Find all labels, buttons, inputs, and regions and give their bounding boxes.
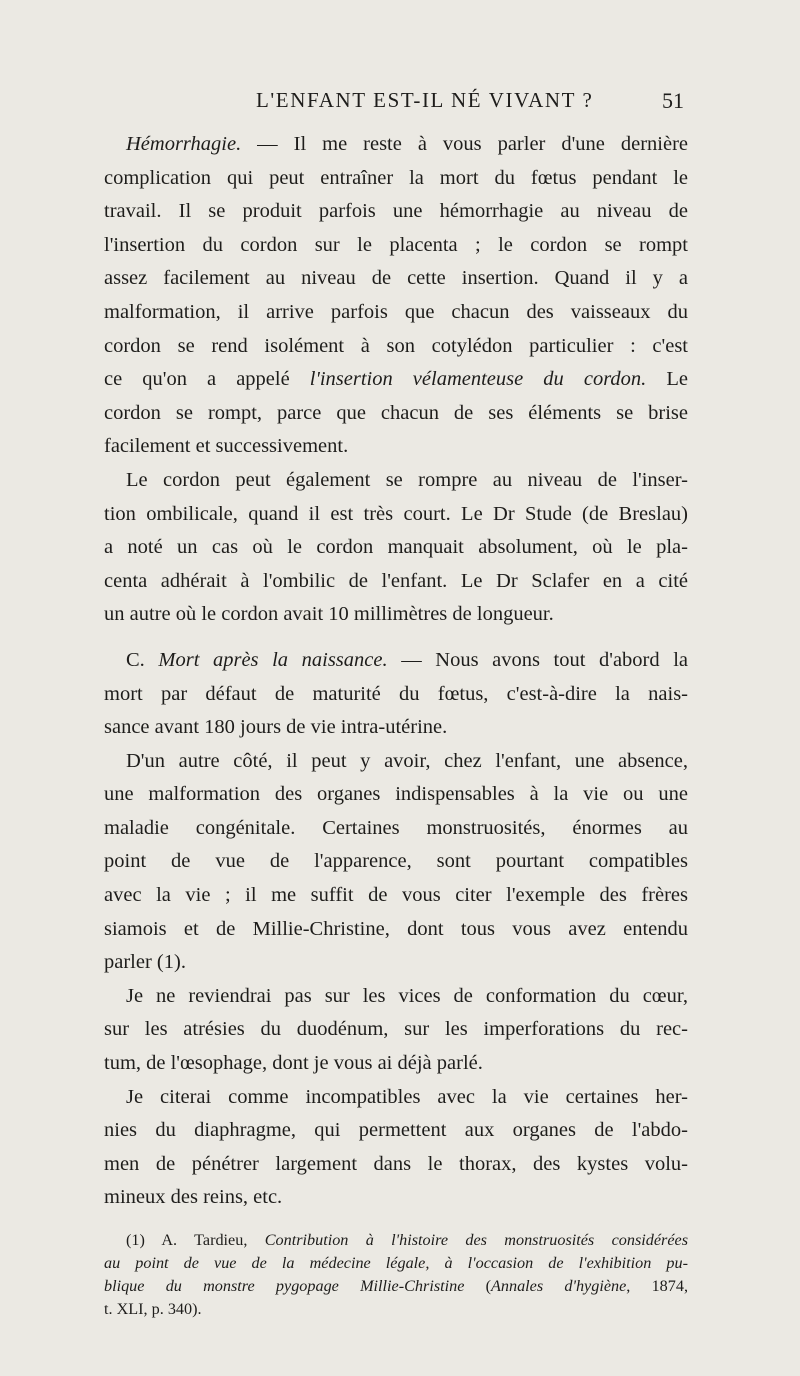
- footnote-line: (1) A. Tardieu, Contribution à l'histoire des monstruosités considérées: [126, 1231, 688, 1249]
- text-line: cordon se rend isolément à son cotylédon particulier : c'est: [104, 334, 688, 357]
- text-line: mineux des reins, etc.: [104, 1186, 283, 1209]
- text-line: point de vue de l'apparence, sont pourtant compatibles: [104, 850, 688, 873]
- text-line: parler (1).: [104, 951, 186, 974]
- paragraph-cordon: [104, 464, 688, 632]
- text-line: sance avant 180 jours de vie intra-utérine.: [104, 716, 448, 739]
- text-line: tion ombilicale, quand il est très court. Le Dr Stude (de Breslau): [104, 502, 688, 525]
- text-line: malformation, il arrive parfois que chacun des vaisseaux du: [104, 300, 688, 323]
- text-line: Je citerai comme incompatibles avec la vie certaines her-: [126, 1085, 688, 1108]
- text-line: tum, de l'œsophage, dont je vous ai déjà parlé.: [104, 1052, 483, 1075]
- paragraph-hemorrhagie: [104, 128, 688, 464]
- text-line: nies du diaphragme, qui permettent aux organes de l'abdo-: [104, 1119, 688, 1142]
- spacer: [104, 632, 688, 644]
- text-line: une malformation des organes indispensables à la vie ou une: [104, 783, 688, 806]
- footnote: [104, 1229, 688, 1321]
- running-title: L'ENFANT EST-IL NÉ VIVANT ?: [256, 88, 594, 112]
- section-heading-hemorrhagie: Hémorrhagie.: [126, 133, 242, 155]
- text-line: ce qu'on a appelé l'insertion vélamenteuse du cordon. Le: [104, 368, 688, 391]
- text-line: D'un autre côté, il peut y avoir, chez l'enfant, une absence,: [126, 749, 688, 772]
- footnote-line: au point de vue de la médecine légale, à l'occasion de l'exhibition pu-: [104, 1254, 688, 1272]
- text-line: avec la vie ; il me suffit de vous citer l'exemple des frères: [104, 884, 688, 907]
- text-line: sur les atrésies du duodénum, sur les imperforations du rec-: [104, 1018, 688, 1041]
- text-line: l'insertion du cordon sur le placenta ; le cordon se rompt: [104, 233, 688, 256]
- text-line: siamois et de Millie-Christine, dont tous vous avez entendu: [104, 917, 688, 940]
- text-line: un autre où le cordon avait 10 millimètres de longueur.: [104, 603, 554, 626]
- text-line: men de pénétrer largement dans le thorax, des kystes volu-: [104, 1152, 688, 1175]
- page-number: 51: [662, 88, 684, 113]
- paragraph-mort-apres-naissance: [104, 644, 688, 745]
- footnote-line: blique du monstre pygopage Millie-Christine (Annales d'hygiène, 1874,: [104, 1277, 688, 1295]
- section-heading-mort-apres-naissance: Mort après la naissance.: [158, 648, 388, 671]
- paragraph-vices-conformation: [104, 980, 688, 1081]
- paragraph-malformation: [104, 745, 688, 980]
- text-line: travail. Il se produit parfois une hémorrhagie au niveau de: [104, 200, 688, 223]
- page-header: [0, 88, 800, 118]
- footnote-line: t. XLI, p. 340).: [104, 1300, 202, 1318]
- text-line: complication qui peut entraîner la mort du fœtus pendant le: [104, 166, 688, 189]
- text-line: facilement et successivement.: [104, 435, 349, 458]
- italic-term: l'insertion vélamenteuse du cordon.: [309, 368, 647, 391]
- text-line: Hémorrhagie. — Il me reste à vous parler d'une dernière: [126, 133, 688, 155]
- text-line: maladie congénitale. Certaines monstruosités, énormes au: [104, 816, 688, 839]
- text-line: Je ne reviendrai pas sur les vices de conformation du cœur,: [126, 984, 688, 1007]
- text-line: assez facilement au niveau de cette insertion. Quand il y a: [104, 267, 688, 290]
- text-line: Le cordon peut également se rompre au niveau de l'inser-: [126, 468, 688, 491]
- text-line: centa adhérait à l'ombilic de l'enfant. Le Dr Sclafer en a cité: [104, 569, 688, 592]
- text-line: mort par défaut de maturité du fœtus, c'est-à-dire la nais-: [104, 682, 688, 705]
- text-line: a noté un cas où le cordon manquait absolument, où le pla-: [104, 536, 688, 559]
- text-line: cordon se rompt, parce que chacun de ses éléments se brise: [104, 401, 688, 424]
- text-line: C. Mort après la naissance. — Nous avons tout d'abord la: [126, 648, 688, 671]
- paragraph-hernies: [104, 1081, 688, 1215]
- page-body: [104, 128, 688, 1321]
